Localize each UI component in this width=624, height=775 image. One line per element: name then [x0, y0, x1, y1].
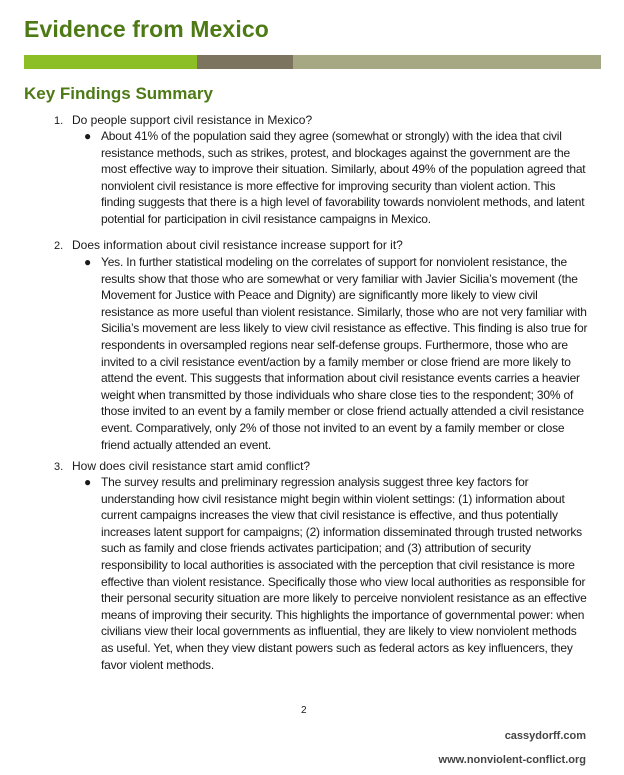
question-1-finding [84, 128, 589, 228]
section-heading: Key Findings Summary [24, 84, 213, 103]
bullet-icon: ● [84, 255, 92, 269]
finding-text: Yes. In further statistical modeling on the correlates of support for nonviolent resistance, the results show that those who are somewhat or very familiar with Javier Sicilia’s movement (the Movement for Justice with Peace and Dignity) are significantly more likely to view civil resistance as more useful than violent resistance. Similarly, those who are not very familiar with Sicilia’s movement are less likely to view civil resistance as effective. This finding is also true for respondents in oversampled regions near self-defense groups. Furthermore, those who are invited to a civil resistance event/action by a family member or close friend are more likely to attend the event. This suggests that information about civil resistance events carries a heavier weight when transmitted by those individuals who share close ties to the respondent; 30% of those invited to an event by a family member or close friend actually attended a civil resistance event. Comparatively, only 2% of those not invited to an event by a family member or close friend actually attended an event. [101, 255, 588, 452]
header-bar-olive [293, 55, 601, 69]
question-2 [54, 237, 403, 254]
bullet-icon: ● [84, 475, 92, 489]
finding-text: About 41% of the population said they agree (somewhat or strongly) with the idea that civil resistance methods, such as strikes, protest, and blockages against the government are the most effective way to improve their situation. Similarly, about 49% of the population agreed that nonviolent civil resistance is more effective for improving security than violent action. This finding suggests that there is a high level of favorability towards nonviolent methods, and latent potential for participation in civil resistance campaigns in Mexico. [101, 129, 586, 226]
question-number: 3. [54, 461, 64, 473]
footer-site-link[interactable]: cassydorff.com [504, 730, 586, 742]
question-text: Does information about civil resistance increase support for it? [72, 238, 403, 252]
question-1 [54, 112, 312, 129]
question-number: 1. [54, 115, 64, 127]
question-2-finding [84, 254, 589, 453]
question-3 [54, 458, 310, 475]
question-number: 2. [54, 240, 64, 252]
header-bar-dark [197, 55, 293, 69]
finding-text: The survey results and preliminary regression analysis suggest three key factors for understanding how civil resistance might begin within violent settings: (1) information about current campaigns increases the view that civil resistance is effective, and thus potentially increases latent support for campaigns; (2) information disseminated through trusted networks such as family and close friends activates participation; and (3) attribution of security responsibility to local authorities is associated with the perception that civil resistance is more effective than violent resistance. Specifically those who view local authorities as responsible for their personal security situation are more likely to perceive nonviolent resistance as an effective means of improving their security. This highlights the importance of governmental power: when civilians view their local governments as influential, they are likely to view nonviolent methods as useful. Yet, when they view distant powers such as federal actors as key influencers, they favor violent methods. [101, 475, 587, 672]
question-3-finding [84, 474, 589, 673]
page-title: Evidence from Mexico [24, 16, 269, 42]
page-number: 2 [301, 705, 307, 716]
bullet-icon: ● [84, 129, 92, 143]
question-text: Do people support civil resistance in Mexico? [72, 113, 313, 127]
header-bar-green [24, 55, 197, 69]
footer-org-link[interactable]: www.nonviolent-conflict.org [438, 754, 586, 766]
question-text: How does civil resistance start amid conflict? [72, 459, 311, 473]
